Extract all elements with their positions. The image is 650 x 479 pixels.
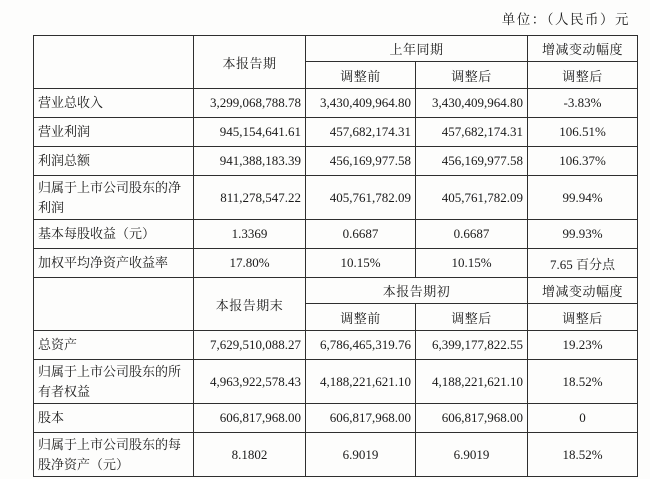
header-after-adjust: 调整后 — [416, 62, 528, 89]
value-cell: 6,399,177,822.55 — [416, 331, 528, 360]
financial-table-body — [34, 36, 638, 477]
table-row — [34, 249, 638, 278]
header-period: 本报告期 — [194, 36, 306, 89]
header-row-top — [34, 36, 638, 62]
row-label: 归属于上市公司股东的每股净资产（元） — [34, 433, 194, 477]
header-before-adjust: 调整前 — [306, 62, 416, 89]
value-cell: 941,388,183.39 — [194, 147, 306, 176]
corner-cell — [34, 278, 194, 331]
table-row — [34, 404, 638, 433]
row-label: 归属于上市公司股东的净利润 — [34, 176, 194, 220]
value-cell: 8.1802 — [194, 433, 306, 477]
value-cell: 6.9019 — [306, 433, 416, 477]
header-before-adjust: 调整前 — [306, 304, 416, 331]
value-cell: 0.6687 — [306, 220, 416, 249]
value-cell: 10.15% — [416, 249, 528, 278]
value-cell: 3,430,409,964.80 — [416, 89, 528, 118]
value-cell: 17.80% — [194, 249, 306, 278]
value-cell: 606,817,968.00 — [306, 404, 416, 433]
value-cell: 456,169,977.58 — [416, 147, 528, 176]
table-row — [34, 89, 638, 118]
value-cell: 0 — [528, 404, 638, 433]
value-cell: 7,629,510,088.27 — [194, 331, 306, 360]
header-after-adjust: 调整后 — [416, 304, 528, 331]
value-cell: 4,188,221,621.10 — [306, 360, 416, 404]
header-row-top — [34, 278, 638, 304]
value-cell: 4,188,221,621.10 — [416, 360, 528, 404]
table-row — [34, 118, 638, 147]
table-row — [34, 360, 638, 404]
value-cell: 811,278,547.22 — [194, 176, 306, 220]
header-comparison-group: 本报告期初 — [306, 278, 528, 304]
header-change-after-adjust: 调整后 — [528, 62, 638, 89]
value-cell: 606,817,968.00 — [194, 404, 306, 433]
row-label: 利润总额 — [34, 147, 194, 176]
header-change: 增减变动幅度 — [528, 278, 638, 304]
value-cell: 457,682,174.31 — [306, 118, 416, 147]
header-change-after-adjust: 调整后 — [528, 304, 638, 331]
value-cell: 18.52% — [528, 360, 638, 404]
table-row — [34, 220, 638, 249]
table-row — [34, 331, 638, 360]
table-row — [34, 147, 638, 176]
row-label: 加权平均净资产收益率 — [34, 249, 194, 278]
value-cell: 99.93% — [528, 220, 638, 249]
financial-summary-table — [33, 35, 638, 477]
table-row — [34, 433, 638, 477]
value-cell: 6.9019 — [416, 433, 528, 477]
value-cell: -3.83% — [528, 89, 638, 118]
value-cell: 606,817,968.00 — [416, 404, 528, 433]
value-cell: 7.65 百分点 — [528, 249, 638, 278]
value-cell: 456,169,977.58 — [306, 147, 416, 176]
value-cell: 457,682,174.31 — [416, 118, 528, 147]
row-label: 营业利润 — [34, 118, 194, 147]
value-cell: 19.23% — [528, 331, 638, 360]
value-cell: 405,761,782.09 — [306, 176, 416, 220]
value-cell: 10.15% — [306, 249, 416, 278]
table-row — [34, 176, 638, 220]
value-cell: 18.52% — [528, 433, 638, 477]
header-change: 增减变动幅度 — [528, 36, 638, 62]
value-cell: 99.94% — [528, 176, 638, 220]
value-cell: 6,786,465,319.76 — [306, 331, 416, 360]
row-label: 营业总收入 — [34, 89, 194, 118]
value-cell: 3,299,068,788.78 — [194, 89, 306, 118]
header-period: 本报告期末 — [194, 278, 306, 331]
value-cell: 106.51% — [528, 118, 638, 147]
value-cell: 405,761,782.09 — [416, 176, 528, 220]
corner-cell — [34, 36, 194, 89]
row-label: 总资产 — [34, 331, 194, 360]
value-cell: 945,154,641.61 — [194, 118, 306, 147]
header-comparison-group: 上年同期 — [306, 36, 528, 62]
value-cell: 3,430,409,964.80 — [306, 89, 416, 118]
row-label: 基本每股收益（元） — [34, 220, 194, 249]
value-cell: 4,963,922,578.43 — [194, 360, 306, 404]
value-cell: 0.6687 — [416, 220, 528, 249]
value-cell: 1.3369 — [194, 220, 306, 249]
row-label: 归属于上市公司股东的所有者权益 — [34, 360, 194, 404]
row-label: 股本 — [34, 404, 194, 433]
value-cell: 106.37% — [528, 147, 638, 176]
unit-label: 单位：（人民币）元 — [501, 12, 630, 27]
